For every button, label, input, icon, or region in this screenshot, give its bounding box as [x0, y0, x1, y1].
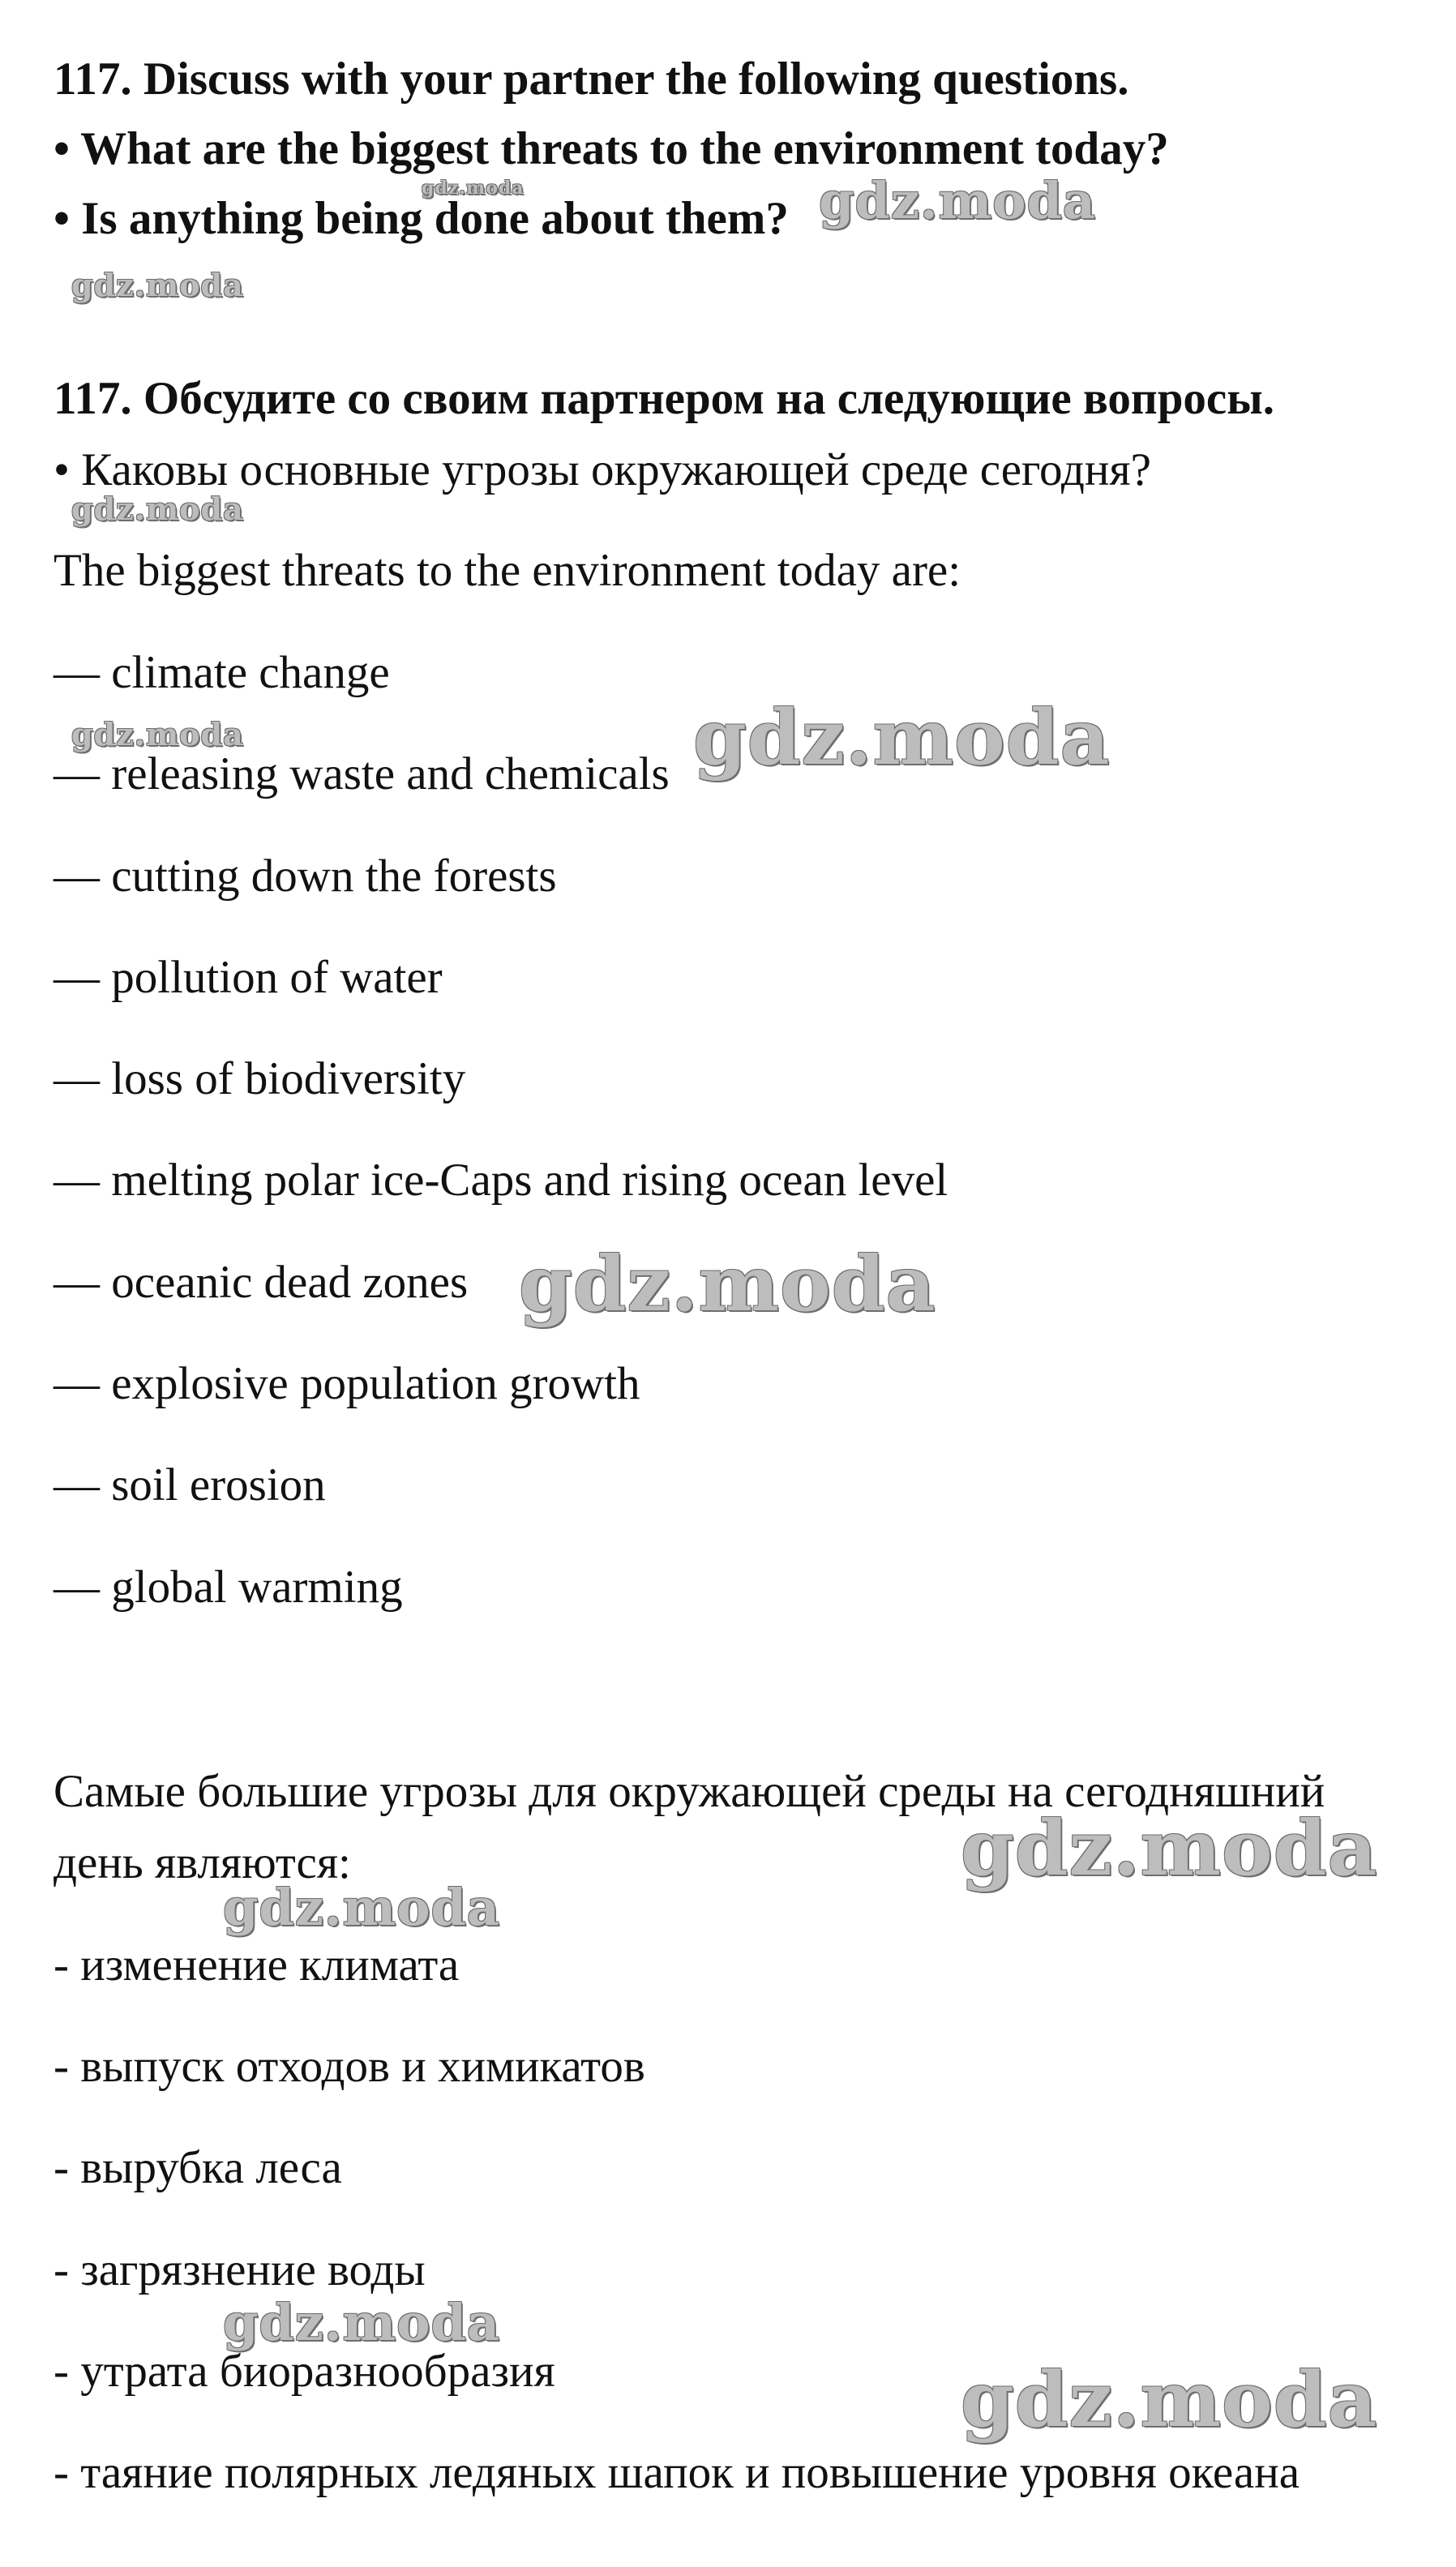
answer-ru-item: - вырубка леса: [54, 2142, 342, 2193]
watermark: gdz.moda: [71, 716, 244, 752]
answer-ru-item: - выпуск отходов и химикатов: [54, 2041, 645, 2092]
answer-en-item: — oceanic dead zones: [54, 1257, 469, 1308]
watermark: gdz.moda: [519, 1240, 936, 1329]
watermark: gdz.moda: [71, 491, 244, 527]
answer-ru-item: - загрязнение воды: [54, 2244, 426, 2295]
answer-en-intro: The biggest threats to the environment today are:: [54, 545, 961, 596]
answer-en-item: — cutting down the forests: [54, 851, 557, 902]
task-heading: 117. Discuss with your partner the following questions.: [54, 54, 1129, 105]
translation-question-1: • Каковы основные угрозы окружающей среде сегодня?: [54, 444, 1151, 495]
watermark: gdz.moda: [422, 178, 525, 199]
answer-en-item: — climate change: [54, 647, 390, 698]
watermark: gdz.moda: [961, 2355, 1378, 2445]
answer-en-item: — pollution of water: [54, 952, 443, 1003]
answer-en-item: — melting polar ice-Caps and rising ocean level: [54, 1155, 949, 1206]
answer-en-item: — soil erosion: [54, 1459, 326, 1511]
watermark: gdz.moda: [223, 1878, 500, 1937]
answer-ru-item: - утрата биоразнообразия: [54, 2346, 555, 2397]
answer-en-item: — explosive population growth: [54, 1358, 640, 1409]
answer-ru-item: - изменение климата: [54, 1939, 460, 1991]
answer-en-item: — loss of biodiversity: [54, 1053, 466, 1104]
answer-ru-intro-line-2: день являются:: [54, 1837, 351, 1888]
watermark: gdz.moda: [819, 171, 1096, 230]
watermark: gdz.moda: [961, 1804, 1378, 1893]
answer-ru-item: - таяние полярных ледяных шапок и повышение уровня океана: [54, 2447, 1300, 2498]
watermark: gdz.moda: [693, 693, 1111, 782]
task-question-2: • Is anything being done about them?: [54, 193, 789, 244]
task-question-1: • What are the biggest threats to the environment today?: [54, 123, 1169, 174]
translation-heading: 117. Обсудите со своим партнером на следующие вопросы.: [54, 373, 1274, 424]
answer-en-item: — global warming: [54, 1562, 403, 1613]
answer-en-item: — releasing waste and chemicals: [54, 748, 670, 799]
watermark: gdz.moda: [71, 267, 244, 303]
watermark: gdz.moda: [223, 2293, 500, 2352]
answer-ru-intro-line-1: Самые большие угрозы для окружающей среды на сегодняшний: [54, 1766, 1325, 1817]
